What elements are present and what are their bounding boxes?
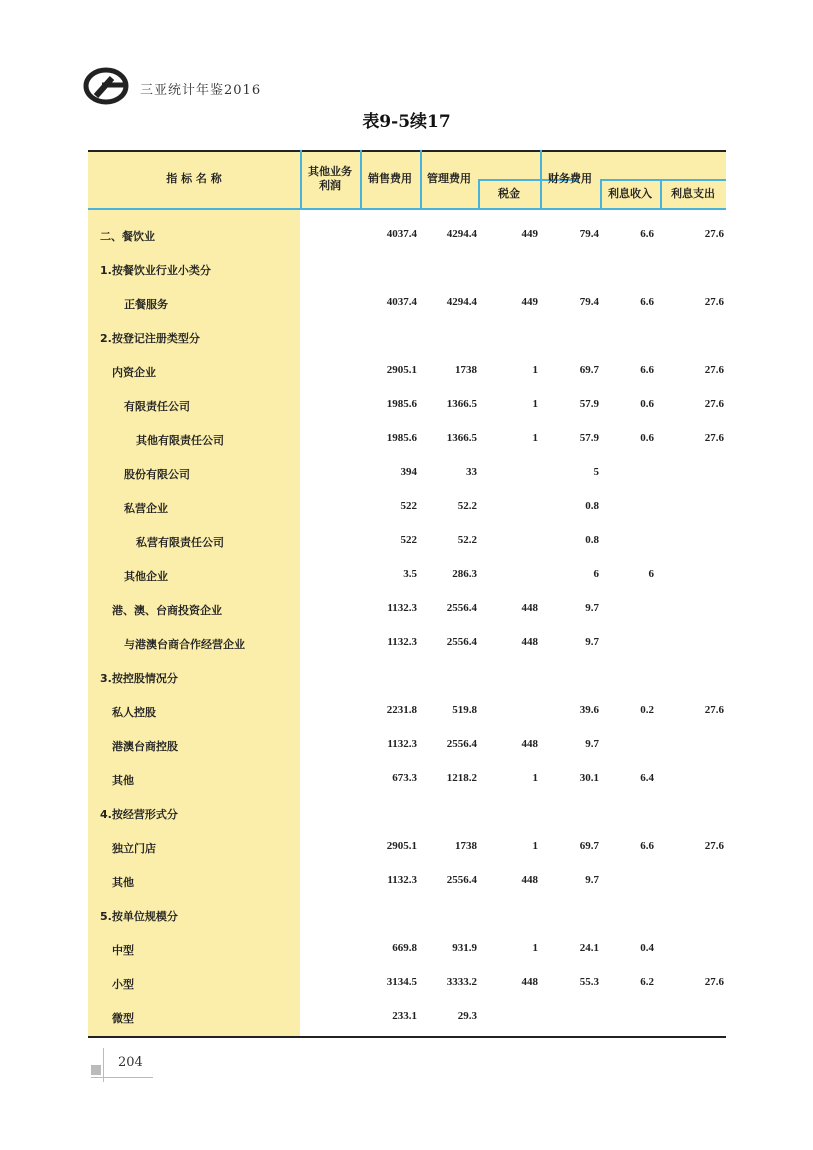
table-row [88,735,726,755]
cell-interest-income: 6.6 [640,296,654,308]
cell-mgmt-expense: 1738 [455,840,477,852]
table-row [88,463,726,483]
cell-sales-expense: 522 [400,500,417,512]
cell-interest-expense: 27.6 [704,364,724,376]
header-indicator: 指 标 名 称 [166,172,222,185]
table-row [88,633,726,653]
cell-fin-expense: 0.8 [585,534,599,546]
cell-mgmt-expense: 2556.4 [446,874,477,886]
header-interest-income: 利息收入 [608,187,652,200]
yearbook-logo-icon [82,66,132,106]
cell-tax: 1 [532,942,538,954]
row-label: 私营有限责任公司 [136,536,224,549]
cell-sales-expense: 1985.6 [386,432,417,444]
cell-mgmt-expense: 33 [466,466,477,478]
cell-sales-expense: 673.3 [392,772,417,784]
header-interest-expense: 利息支出 [671,187,715,200]
cell-interest-expense: 27.6 [704,976,724,988]
table-row [88,905,726,925]
cell-sales-expense: 669.8 [392,942,417,954]
cell-sales-expense: 2905.1 [386,364,417,376]
header-other-profit: 其他业务 利润 [308,165,352,192]
cell-mgmt-expense: 286.3 [452,568,477,580]
table-bottom-rule [88,1036,726,1038]
cell-tax: 1 [532,432,538,444]
cell-interest-income: 6.4 [640,772,654,784]
cell-fin-expense: 24.1 [579,942,599,954]
cell-fin-expense: 79.4 [579,296,599,308]
cell-sales-expense: 3134.5 [386,976,417,988]
table-row [88,565,726,585]
cell-mgmt-expense: 1738 [455,364,477,376]
cell-interest-income: 0.4 [640,942,654,954]
cell-fin-expense: 9.7 [585,874,599,886]
row-label: 其他有限责任公司 [136,434,224,447]
cell-sales-expense: 1132.3 [387,636,417,648]
cell-sales-expense: 1132.3 [387,874,417,886]
cell-sales-expense: 1132.3 [387,738,417,750]
table-row [88,939,726,959]
cell-interest-income: 6.6 [640,840,654,852]
cell-fin-expense: 9.7 [585,602,599,614]
cell-fin-expense: 57.9 [579,398,599,410]
cell-tax: 449 [521,228,538,240]
cell-interest-income: 6.6 [640,364,654,376]
cell-tax: 449 [521,296,538,308]
cell-fin-expense: 69.7 [579,364,599,376]
cell-fin-expense: 39.6 [579,704,599,716]
cell-tax: 1 [532,772,538,784]
row-label: 中型 [112,944,134,957]
cell-sales-expense: 4037.4 [386,296,417,308]
row-label: 微型 [112,1012,134,1025]
cell-sales-expense: 1985.6 [386,398,417,410]
table-row [88,599,726,619]
page-number-underline [91,1077,153,1078]
cell-interest-expense: 27.6 [704,704,724,716]
row-label: 与港澳台商合作经营企业 [124,638,245,651]
cell-mgmt-expense: 29.3 [457,1010,477,1022]
table-row [88,531,726,551]
cell-sales-expense: 1132.3 [387,602,417,614]
cell-mgmt-expense: 1366.5 [446,398,477,410]
cell-fin-expense: 0.8 [585,500,599,512]
row-label: 独立门店 [112,842,156,855]
cell-mgmt-expense: 2556.4 [446,738,477,750]
cell-fin-expense: 9.7 [585,636,599,648]
cell-sales-expense: 3.5 [403,568,417,580]
row-label: 其他 [112,876,134,889]
row-label: 有限责任公司 [124,400,190,413]
cell-mgmt-expense: 2556.4 [446,602,477,614]
cell-mgmt-expense: 4294.4 [446,296,477,308]
table-row [88,871,726,891]
cell-sales-expense: 233.1 [392,1010,417,1022]
cell-mgmt-expense: 52.2 [457,500,477,512]
table-row [88,837,726,857]
cell-interest-expense: 27.6 [704,228,724,240]
book-title: 三亚统计年鉴2016 [140,83,262,98]
row-label: 5.按单位规模分 [100,910,178,923]
row-label: 3.按控股情况分 [100,672,178,685]
cell-fin-expense: 5 [593,466,599,478]
cell-tax: 448 [521,602,538,614]
cell-sales-expense: 2231.8 [386,704,417,716]
cell-interest-income: 0.2 [640,704,654,716]
cell-tax: 448 [521,738,538,750]
table-row [88,973,726,993]
cell-fin-expense: 55.3 [579,976,599,988]
cell-interest-income: 0.6 [640,398,654,410]
cell-interest-expense: 27.6 [704,296,724,308]
cell-interest-income: 0.6 [640,432,654,444]
header-mgmt-expense: 管理费用 [427,172,471,185]
row-label: 其他 [112,774,134,787]
row-label: 港、澳、台商投资企业 [112,604,222,617]
cell-fin-expense: 57.9 [579,432,599,444]
table-row [88,769,726,789]
cell-interest-expense: 27.6 [704,398,724,410]
cell-interest-income: 6.2 [640,976,654,988]
row-label: 股份有限公司 [124,468,190,481]
cell-tax: 1 [532,364,538,376]
cell-fin-expense: 69.7 [579,840,599,852]
table-title: 表9-5续17 [362,112,451,132]
cell-fin-expense: 30.1 [579,772,599,784]
cell-tax: 448 [521,874,538,886]
table-row [88,1007,726,1027]
cell-sales-expense: 4037.4 [386,228,417,240]
cell-interest-income: 6.6 [640,228,654,240]
header-bottom-rule [88,208,726,210]
cell-mgmt-expense: 1366.5 [446,432,477,444]
table-row [88,259,726,279]
cell-tax: 1 [532,840,538,852]
table-top-rule [88,150,726,152]
cell-mgmt-expense: 519.8 [452,704,477,716]
header-sales-expense: 销售费用 [368,172,412,185]
table-row [88,429,726,449]
table-row [88,361,726,381]
table-row [88,327,726,347]
fin-sub-rule [600,179,726,181]
cell-tax: 448 [521,976,538,988]
cell-tax: 1 [532,398,538,410]
table-row [88,803,726,823]
row-label: 正餐服务 [124,298,168,311]
cell-sales-expense: 522 [400,534,417,546]
row-label: 小型 [112,978,134,991]
cell-interest-income: 6 [648,568,654,580]
row-label: 港澳台商控股 [112,740,178,753]
cell-fin-expense: 79.4 [579,228,599,240]
data-table [88,150,726,1038]
cell-fin-expense: 9.7 [585,738,599,750]
cell-mgmt-expense: 52.2 [457,534,477,546]
cell-tax: 448 [521,636,538,648]
cell-sales-expense: 394 [400,466,417,478]
row-label: 内资企业 [112,366,156,379]
cell-sales-expense: 2905.1 [386,840,417,852]
cell-mgmt-expense: 1218.2 [446,772,477,784]
row-label: 2.按登记注册类型分 [100,332,200,345]
cell-interest-expense: 27.6 [704,432,724,444]
row-label: 4.按经营形式分 [100,808,178,821]
header-tax: 税金 [498,187,520,200]
header-fin-expense: 财务费用 [548,172,592,185]
page-number-marker [91,1065,101,1075]
page-number: 204 [118,1055,143,1070]
row-label: 私营企业 [124,502,168,515]
row-label: 其他企业 [124,570,168,583]
cell-mgmt-expense: 4294.4 [446,228,477,240]
table-row [88,701,726,721]
table-row [88,293,726,313]
table-row [88,225,726,245]
table-row [88,395,726,415]
cell-mgmt-expense: 2556.4 [446,636,477,648]
table-row [88,497,726,517]
cell-fin-expense: 6 [593,568,599,580]
row-label: 私人控股 [112,706,156,719]
cell-mgmt-expense: 3333.2 [446,976,477,988]
table-row [88,667,726,687]
cell-mgmt-expense: 931.9 [452,942,477,954]
cell-interest-expense: 27.6 [704,840,724,852]
row-label: 1.按餐饮业行业小类分 [100,264,211,277]
row-label: 二、餐饮业 [100,230,155,243]
